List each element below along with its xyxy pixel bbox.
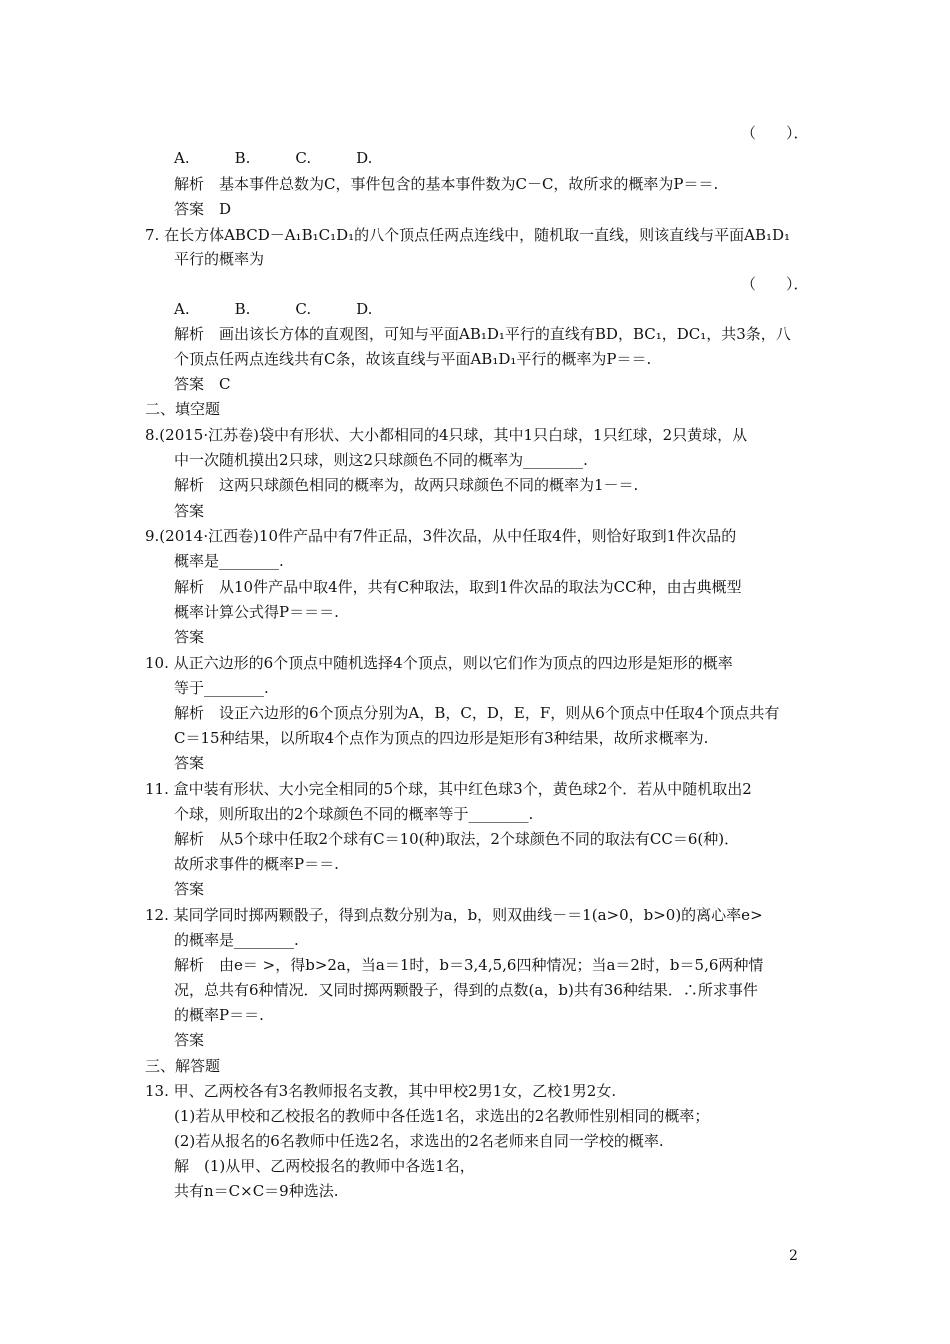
text-line: 故所求事件的概率P＝＝. xyxy=(174,855,339,873)
text-line: 9.(2014·江西卷)10件产品中有7件正品，3件次品，从中任取4件，则恰好取到1件次品的 xyxy=(145,527,737,545)
text-line: 概率计算公式得P＝＝＝. xyxy=(174,603,339,621)
text-line: 解析 从5个球中任取2个球有C＝10(种)取法，2个球颜色不同的取法有CC＝6(种)． xyxy=(174,830,740,848)
text-line: 二、填空题 xyxy=(145,400,221,418)
text-line: 等于________. xyxy=(174,679,269,697)
text-line: 概率是________. xyxy=(174,552,284,570)
text-line: 解析 设正六边形的6个顶点分别为A，B，C，D，E，F，则从6个顶点中任取4个顶点共有 xyxy=(174,704,780,722)
text-line: (2)若从报名的6名教师中任选2名，求选出的2名老师来自同一学校的概率. xyxy=(174,1132,664,1150)
text-line: 的概率P＝＝. xyxy=(174,1006,264,1024)
text-line: 7. 在长方体ABCD－A₁B₁C₁D₁的八个顶点任两点连线中，随机取一直线，则该直线与平面AB₁D₁ xyxy=(145,226,791,244)
text-line: 答案 C xyxy=(174,375,231,393)
text-line: 解析 从10件产品中取4件，共有C种取法，取到1件次品的取法为CC种，由古典概型 xyxy=(174,578,742,596)
text-line: 答案 xyxy=(174,1031,205,1049)
text-line: （ ）． xyxy=(741,124,809,142)
text-line: 答案 xyxy=(174,502,205,520)
text-line: 10. 从正六边形的6个顶点中随机选择4个顶点，则以它们作为顶点的四边形是矩形的概率 xyxy=(145,654,733,672)
text-line: A. B. C. D. xyxy=(174,149,373,167)
text-line: 解析 这两只球颜色相同的概率为，故两只球颜色不同的概率为1－＝. xyxy=(174,476,639,494)
text-line: 解析 画出该长方体的直观图，可知与平面AB₁D₁平行的直线有BD，BC₁，DC₁，共3条，八 xyxy=(174,325,791,343)
text-line: 解析 基本事件总数为C，事件包含的基本事件数为C－C，故所求的概率为P＝＝. xyxy=(174,175,719,193)
text-line: C＝15种结果，以所取4个点作为顶点的四边形是矩形有3种结果，故所求概率为. xyxy=(174,729,709,747)
text-line: 的概率是________. xyxy=(174,931,299,949)
text-line: 12. 某同学同时掷两颗骰子，得到点数分别为a，b，则双曲线－＝1(a>0，b>0)的离心率e> xyxy=(145,906,763,924)
text-line: 13. 甲、乙两校各有3名教师报名支教，其中甲校2男1女，乙校1男2女. xyxy=(145,1082,617,1100)
text-line: 个球，则所取出的2个球颜色不同的概率等于________. xyxy=(174,805,534,823)
text-line: 况，总共有6种情况．又同时掷两颗骰子，得到的点数(a，b)共有36种结果．∴所求事件 xyxy=(174,981,758,999)
text-line: 个顶点任两点连线共有C条，故该直线与平面AB₁D₁平行的概率为P＝＝. xyxy=(174,350,652,368)
text-line: 解析 由e＝ >，得b>2a，当a＝1时，b＝3,4,5,6四种情况；当a＝2时，b＝5,6两种情 xyxy=(174,956,764,974)
text-line: 中一次随机摸出2只球，则这2只球颜色不同的概率为________. xyxy=(174,451,588,469)
text-line: 共有n＝C×C＝9种选法. xyxy=(174,1182,339,1200)
text-line: （ ）． xyxy=(741,275,809,293)
text-line: 8.(2015·江苏卷)袋中有形状、大小都相同的4只球，其中1只白球，1只红球，2只黄球，从 xyxy=(145,426,748,444)
text-line: 解 (1)从甲、乙两校报名的教师中各选1名， xyxy=(174,1157,475,1175)
text-line: A. B. C. D. xyxy=(174,300,373,318)
text-line: 三、解答题 xyxy=(145,1057,221,1075)
text-line: 答案 xyxy=(174,628,205,646)
page-number: 2 xyxy=(789,1248,798,1264)
text-line: 11. 盒中装有形状、大小完全相同的5个球，其中红色球3个，黄色球2个．若从中随机取出2 xyxy=(145,780,752,798)
text-line: 答案 xyxy=(174,754,205,772)
text-line: 答案 D xyxy=(174,200,232,218)
text-line: 答案 xyxy=(174,880,205,898)
text-line: 平行的概率为 xyxy=(174,250,265,268)
text-line: (1)若从甲校和乙校报名的教师中各任选1名，求选出的2名教师性别相同的概率； xyxy=(174,1107,710,1125)
